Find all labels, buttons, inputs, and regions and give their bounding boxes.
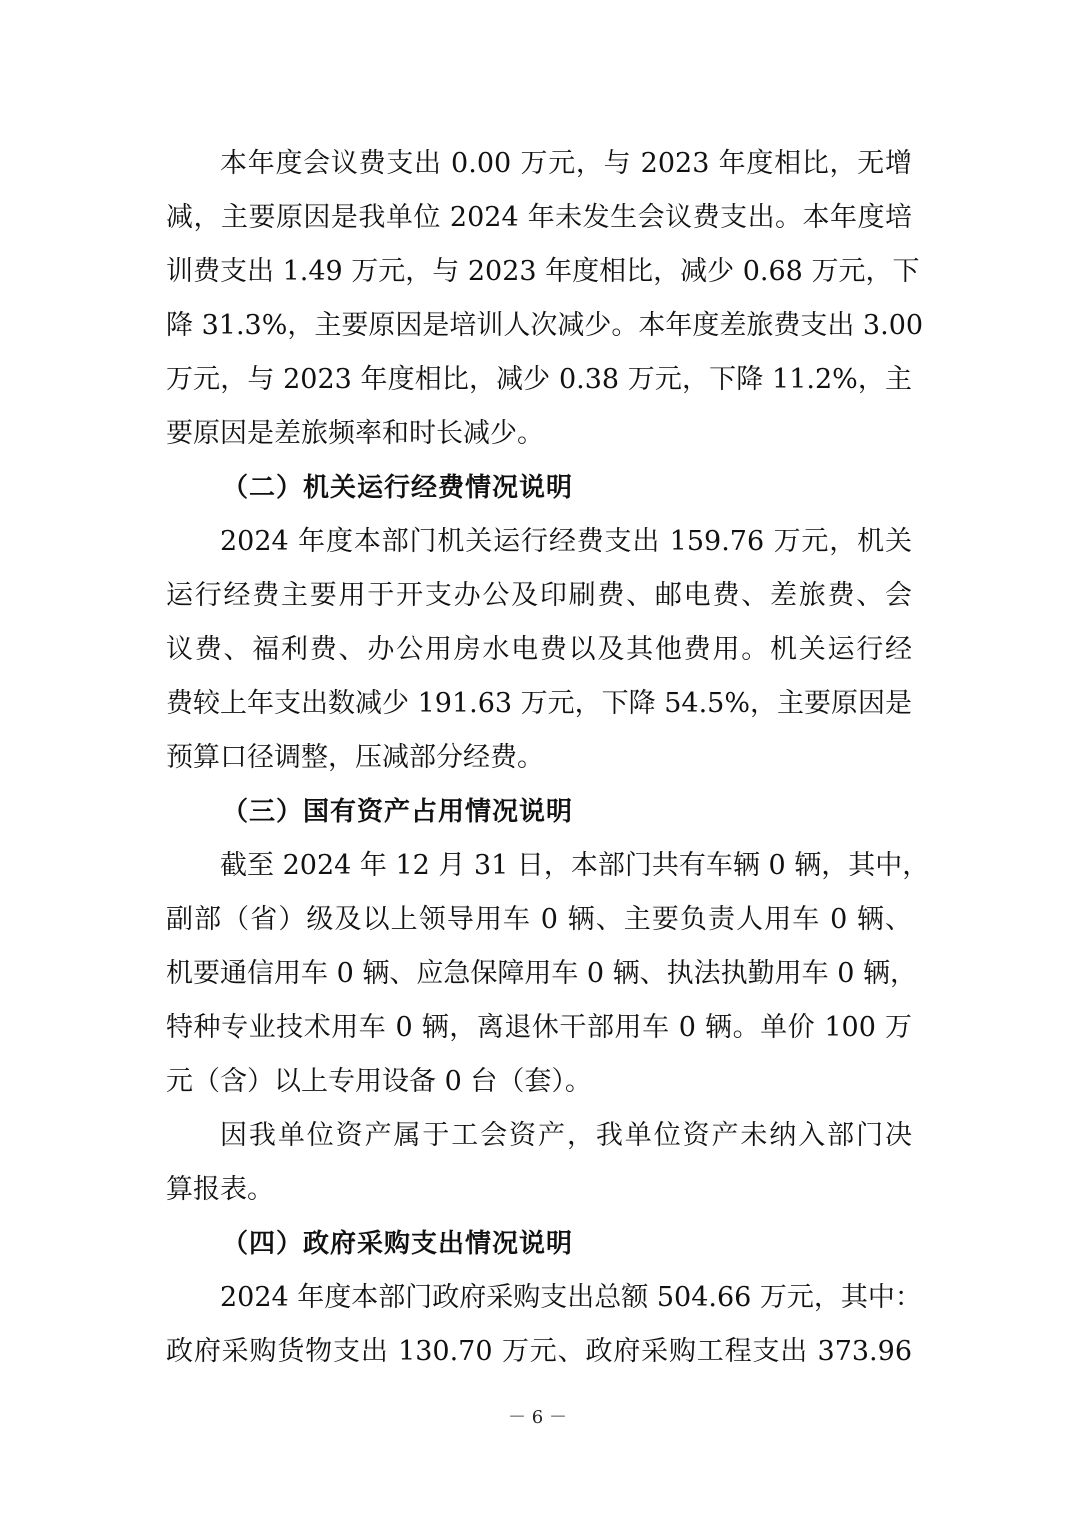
paragraph-vehicles-line-2: 副部（省）级及以上领导用车 0 辆、主要负责人用车 0 辆、 <box>166 904 912 935</box>
paragraph-assets-note-line-2: 算报表。 <box>166 1174 274 1205</box>
paragraph-vehicles-line-1: 截至 2024 年 12 月 31 日，本部门共有车辆 0 辆，其中， <box>220 850 930 881</box>
section-heading-state-assets: （三）国有资产占用情况说明 <box>222 797 574 827</box>
paragraph-procurement-line-1: 2024 年度本部门政府采购支出总额 504.66 万元，其中： <box>220 1282 922 1313</box>
paragraph-procurement-line-2: 政府采购货物支出 130.70 万元、政府采购工程支出 373.96 <box>166 1336 912 1367</box>
paragraph-meeting-fee-line-1: 本年度会议费支出 0.00 万元，与 2023 年度相比，无增 <box>220 148 912 179</box>
paragraph-meeting-fee-line-3: 训费支出 1.49 万元，与 2023 年度相比，减少 0.68 万元，下 <box>166 256 920 287</box>
paragraph-meeting-fee-line-2: 减，主要原因是我单位 2024 年未发生会议费支出。本年度培 <box>166 202 912 233</box>
paragraph-vehicles-line-4: 特种专业技术用车 0 辆，离退休干部用车 0 辆。单价 100 万 <box>166 1012 912 1043</box>
paragraph-vehicles-line-5: 元（含）以上专用设备 0 台（套）。 <box>166 1066 592 1097</box>
paragraph-operating-line-4: 费较上年支出数减少 191.63 万元，下降 54.5%，主要原因是 <box>166 688 912 719</box>
paragraph-operating-line-3: 议费、福利费、办公用房水电费以及其他费用。机关运行经 <box>166 634 912 665</box>
section-heading-procurement: （四）政府采购支出情况说明 <box>222 1229 574 1259</box>
paragraph-meeting-fee-line-5: 万元，与 2023 年度相比，减少 0.38 万元，下降 11.2%，主 <box>166 364 912 395</box>
paragraph-operating-line-2: 运行经费主要用于开支办公及印刷费、邮电费、差旅费、会 <box>166 580 912 611</box>
section-heading-operating-expenses: （二）机关运行经费情况说明 <box>222 473 574 503</box>
paragraph-operating-line-1: 2024 年度本部门机关运行经费支出 159.76 万元，机关 <box>220 526 912 557</box>
page-number: － 6 － <box>508 1407 567 1428</box>
paragraph-vehicles-line-3: 机要通信用车 0 辆、应急保障用车 0 辆、执法执勤用车 0 辆， <box>166 958 918 989</box>
paragraph-meeting-fee-line-6: 要原因是差旅频率和时长减少。 <box>166 418 544 449</box>
paragraph-assets-note-line-1: 因我单位资产属于工会资产，我单位资产未纳入部门决 <box>220 1120 912 1151</box>
paragraph-operating-line-5: 预算口径调整，压减部分经费。 <box>166 742 544 773</box>
paragraph-meeting-fee-line-4: 降 31.3%，主要原因是培训人次减少。本年度差旅费支出 3.00 <box>166 310 924 341</box>
